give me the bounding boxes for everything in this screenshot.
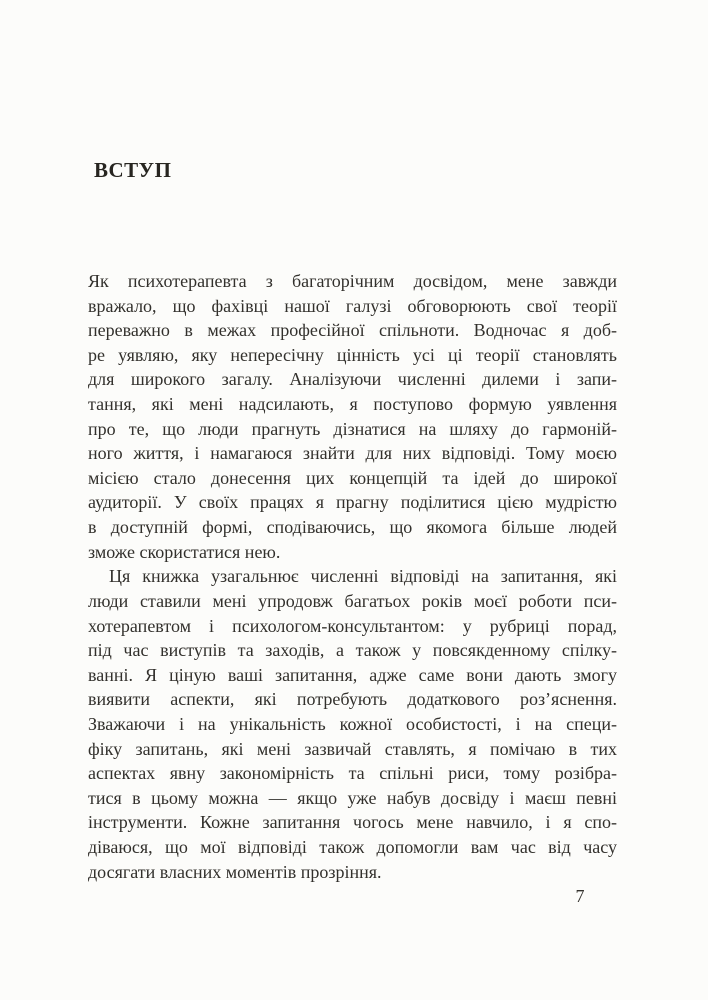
text-line: виявити аспекти, які потребують додаткового роз’яснення. — [88, 689, 617, 710]
chapter-title: ВСТУП — [94, 158, 172, 182]
text-line: під час виступів та заходів, а також у повсякденному спілку- — [88, 640, 617, 661]
text-line: хотерапевтом і психологом-консультантом: у рубриці порад, — [88, 615, 617, 636]
text-line: діваюся, що мої відповіді також допомогли вам час від часу — [88, 837, 617, 858]
text-line: тися в цьому можна — якщо уже набув досвіду і маєш певні — [88, 787, 617, 808]
text-line: ного життя, і намагаюся знайти для них відповіді. Тому моєю — [88, 443, 617, 464]
text-line: Зважаючи і на унікальність кожної особистості, і на специ- — [88, 713, 617, 734]
text-line: інструменти. Кожне запитання чогось мене навчило, і я спо- — [88, 812, 617, 833]
paragraph — [88, 564, 617, 884]
text-line: аудиторії. У своїх працях я прагну поділитися цією мудрістю — [88, 492, 617, 513]
text-line: люди ставили мені упродовж багатьох років моєї роботи пси- — [88, 590, 617, 611]
body-text — [88, 269, 617, 884]
text-line: фіку запитань, які мені зазвичай ставлять, я помічаю в тих — [88, 738, 617, 759]
text-line: Як психотерапевта з багаторічним досвідом, мене завжди — [88, 271, 617, 291]
text-line: вражало, що фахівці нашої галузі обговорюють свої теорії — [88, 295, 617, 316]
text-line: місією стало донесення цих концепцій та ідей до широкої — [88, 467, 617, 488]
text-line: Ця книжка узагальнює численні відповіді на запитання, які — [109, 566, 617, 587]
text-line: аспектах явну закономірність та спільні риси, тому розібра- — [88, 763, 617, 784]
text-line: для широкого загалу. Аналізуючи численні дилеми і запи- — [88, 369, 617, 390]
text-line: ре уявляю, яку непересічну цінність усі ці теорії становлять — [88, 344, 617, 365]
text-line: переважно в межах професійної спільноти. Водночас я доб- — [88, 320, 617, 341]
paragraph — [88, 269, 617, 564]
text-line: зможе скористатися нею. — [88, 541, 281, 562]
text-line: ванні. Я ціную ваші запитання, адже саме вони дають змогу — [88, 664, 617, 685]
text-line: про те, що люди прагнуть дізнатися на шляху до гармоній- — [88, 418, 617, 439]
text-line: тання, які мені надсилають, я поступово формую уявлення — [88, 394, 617, 415]
page-number: 7 — [575, 886, 585, 906]
text-line: досягати власних моментів прозріння. — [88, 861, 382, 882]
text-line: в доступній формі, сподіваючись, що якомога більше людей — [88, 517, 617, 538]
